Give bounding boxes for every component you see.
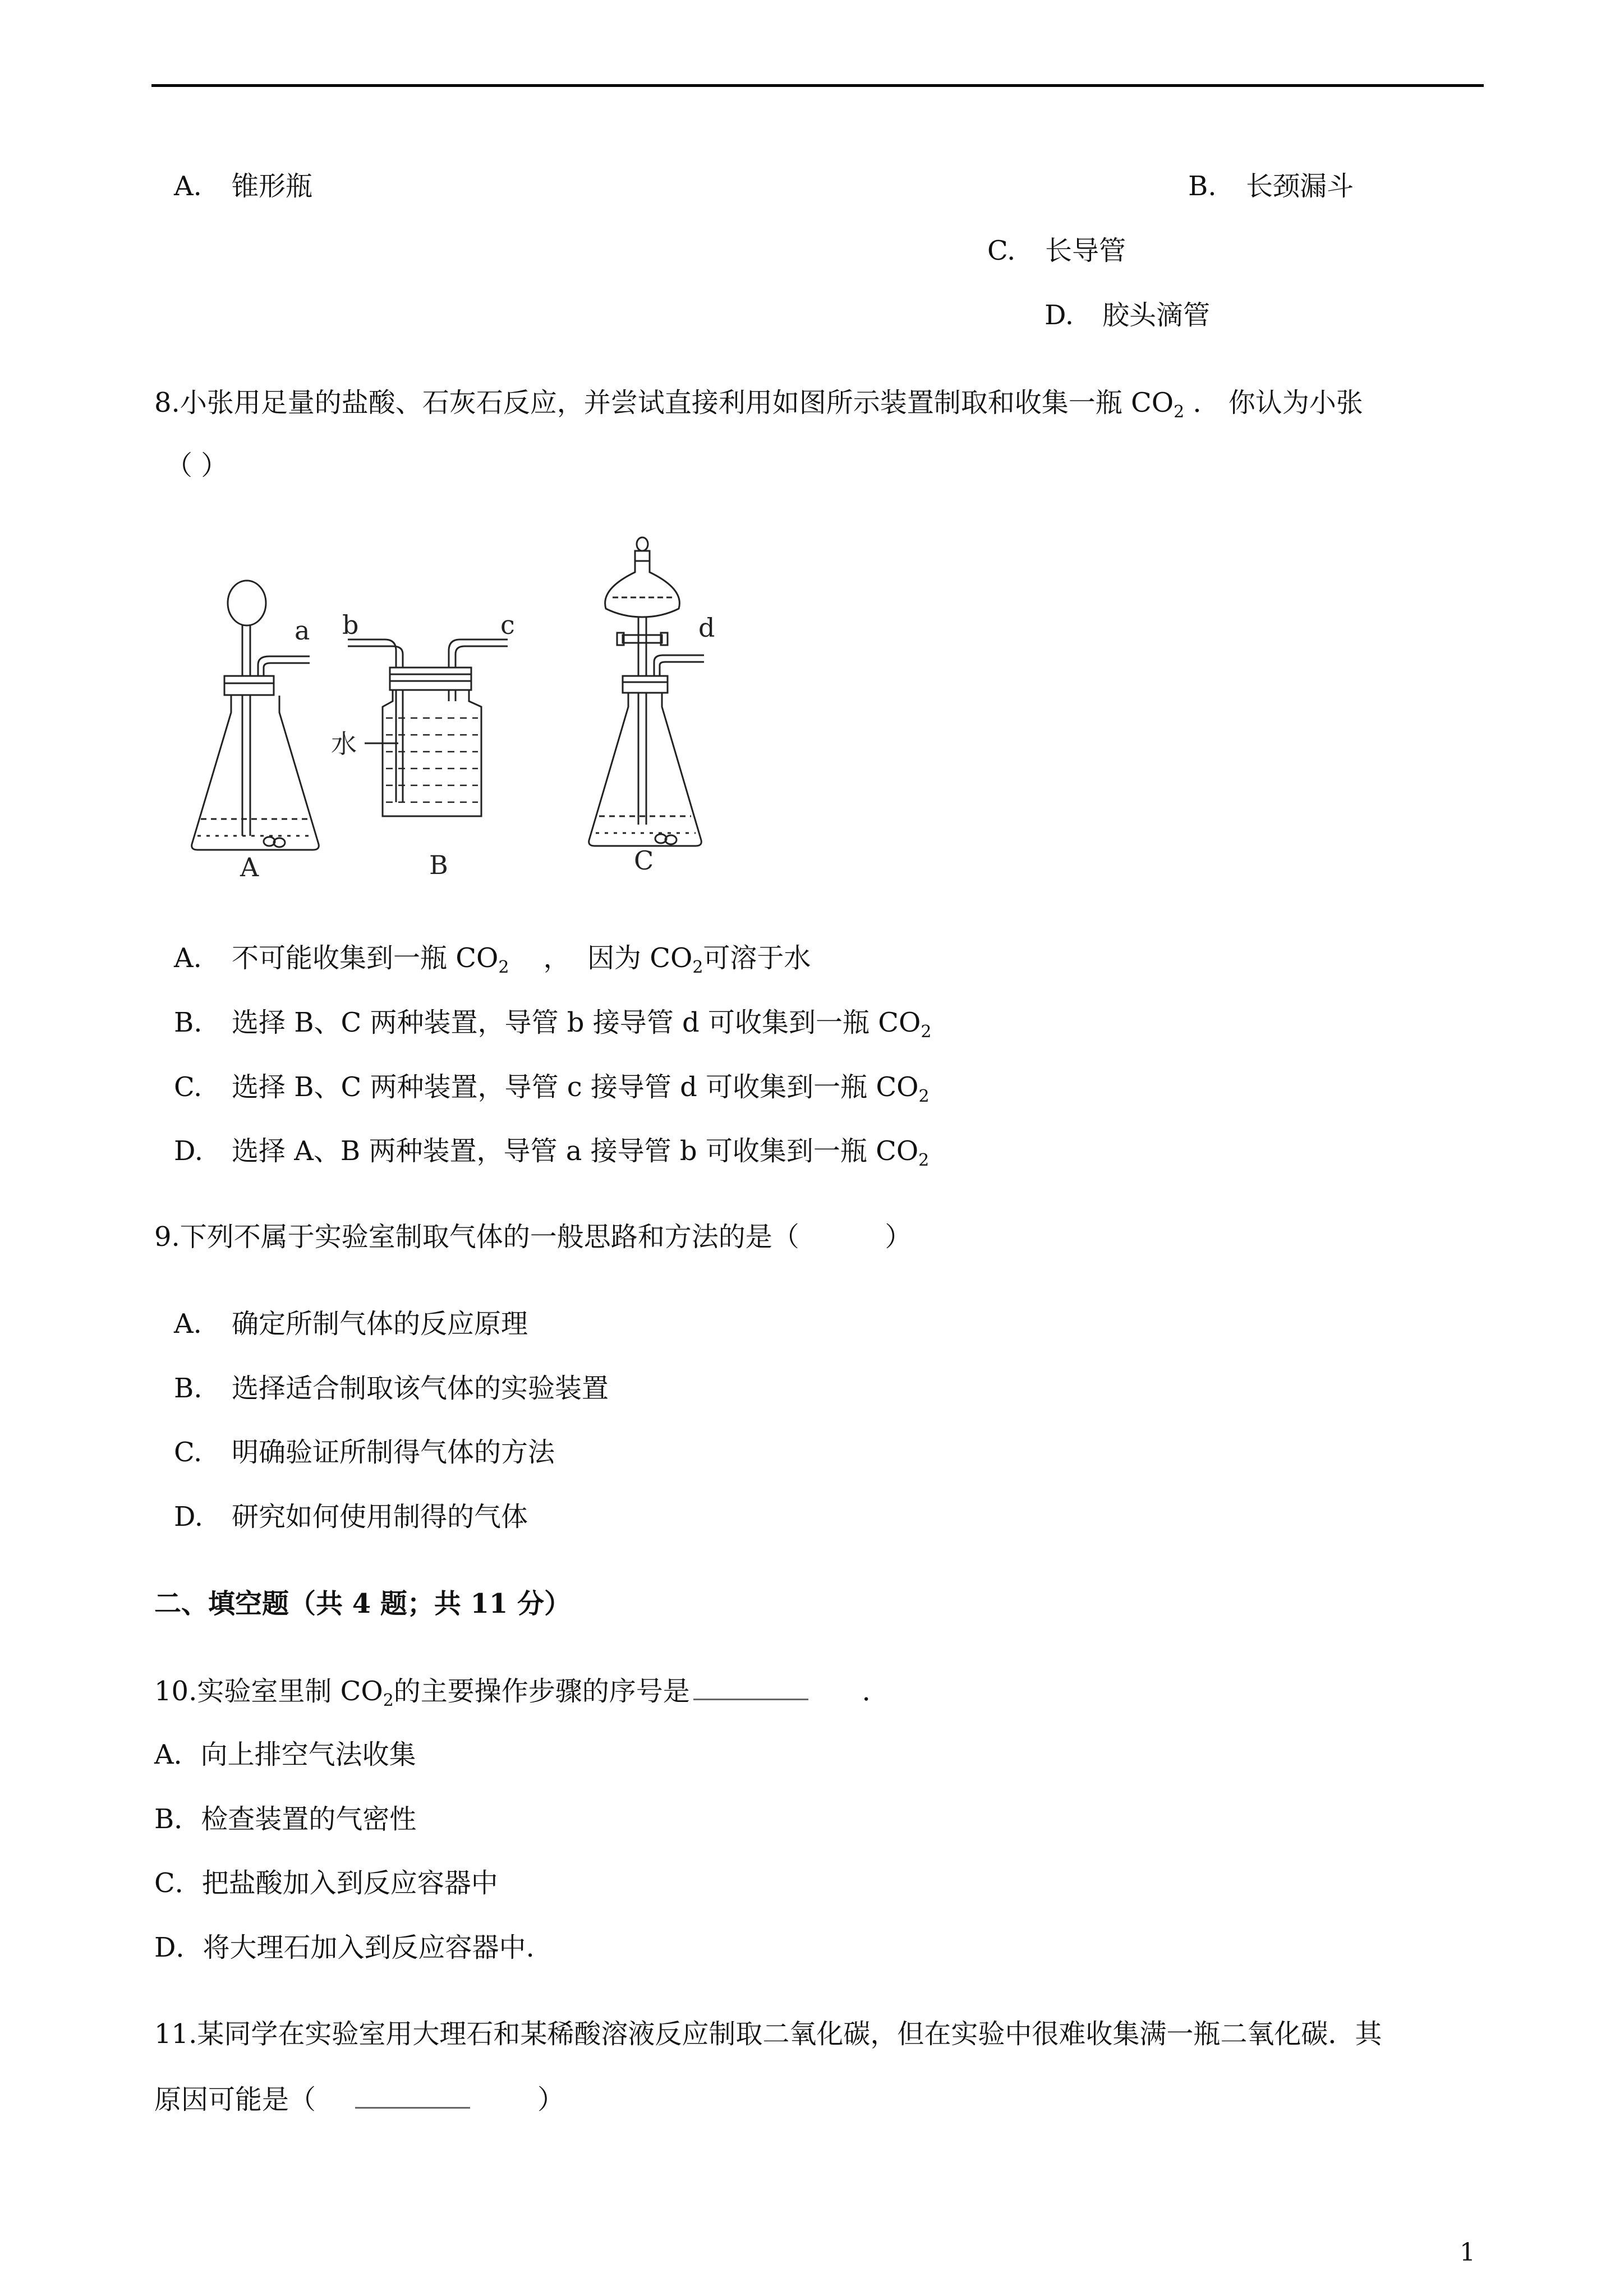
q11-line2: 原因可能是（ ） xyxy=(154,2082,564,2116)
q9-option-a: A. 确定所制气体的反应原理 xyxy=(174,1308,528,1340)
apparatus-b xyxy=(348,639,508,816)
q10-stem: 10.实验室里制 $CO_2$的主要操作步骤的序号是 ． xyxy=(154,1674,889,1708)
q8-option-c: C. 选择 B、C 两种装置，导管 c 接导管 d 可收集到一瓶 $CO_2$ xyxy=(174,1071,930,1106)
option-text: 胶头滴管 xyxy=(1102,300,1211,331)
q9-option-d: D. 研究如何使用制得的气体 xyxy=(174,1501,528,1533)
option-letter: C. xyxy=(987,235,1016,266)
q8-option-d: D. 选择 A、B 两种装置，导管 a 接导管 b 可收集到一瓶 $CO_2$ xyxy=(174,1135,930,1170)
section-title: 二、填空题（共 4 题；共 11 分） xyxy=(154,1588,572,1619)
q7-option-d xyxy=(1045,298,1210,332)
option-letter: B. xyxy=(1188,171,1217,202)
label-water: 水 xyxy=(331,729,357,759)
answer-blank[interactable] xyxy=(355,2082,470,2109)
q8-option-a: A. 不可能收集到一瓶 $CO_2$ ， 因为 $CO_2$可溶于水 xyxy=(174,942,811,977)
q10-item-a: A．向上排空气法收集 xyxy=(154,1739,416,1770)
header-rule xyxy=(151,84,1484,87)
q10-item-c: C．把盐酸加入到反应容器中 xyxy=(154,1867,498,1899)
q9-option-b: B. 选择适合制取该气体的实验装置 xyxy=(174,1373,609,1404)
q7-option-c xyxy=(987,234,1126,268)
label-a: a xyxy=(295,615,310,646)
label-apparatus-b: B xyxy=(429,850,448,880)
apparatus-c xyxy=(589,537,704,846)
label-apparatus-a: A xyxy=(240,852,259,882)
option-text: 锥形瓶 xyxy=(232,171,313,202)
answer-blank[interactable] xyxy=(693,1674,808,1700)
q8-answer-paren: （ ） xyxy=(165,450,228,481)
label-d: d xyxy=(698,613,715,643)
page-number: 1 xyxy=(1460,2238,1475,2267)
q7-option-a xyxy=(174,169,312,203)
option-letter: A. xyxy=(174,171,202,202)
option-text: 长颈漏斗 xyxy=(1246,171,1354,202)
label-apparatus-c: C xyxy=(634,845,654,876)
apparatus-figure xyxy=(180,533,740,892)
q10-item-b: B．检查装置的气密性 xyxy=(154,1803,417,1835)
q8-stem: 8.小张用足量的盐酸、石灰石反应，并尝试直接利用如图所示装置制取和收集一瓶 $CO_2$ ． 你认为小张 xyxy=(154,387,1363,422)
label-b: b xyxy=(342,610,359,640)
option-text: 长导管 xyxy=(1045,235,1126,266)
q10-item-d: D．将大理石加入到反应容器中. xyxy=(154,1932,535,1963)
q9-stem: 9.下列不属于实验室制取气体的一般思路和方法的是（ ） xyxy=(154,1221,912,1253)
q9-option-c: C. 明确验证所制得气体的方法 xyxy=(174,1437,555,1468)
q8-option-b: B. 选择 B、C 两种装置，导管 b 接导管 d 可收集到一瓶 $CO_2$ xyxy=(174,1007,932,1042)
label-c: c xyxy=(500,610,515,640)
option-letter: D. xyxy=(1045,300,1074,331)
q11-line1: 11.某同学在实验室用大理石和某稀酸溶液反应制取二氧化碳，但在实验中很难收集满一瓶二氧化碳．其 xyxy=(154,2018,1382,2050)
q7-option-b xyxy=(1188,169,1354,203)
